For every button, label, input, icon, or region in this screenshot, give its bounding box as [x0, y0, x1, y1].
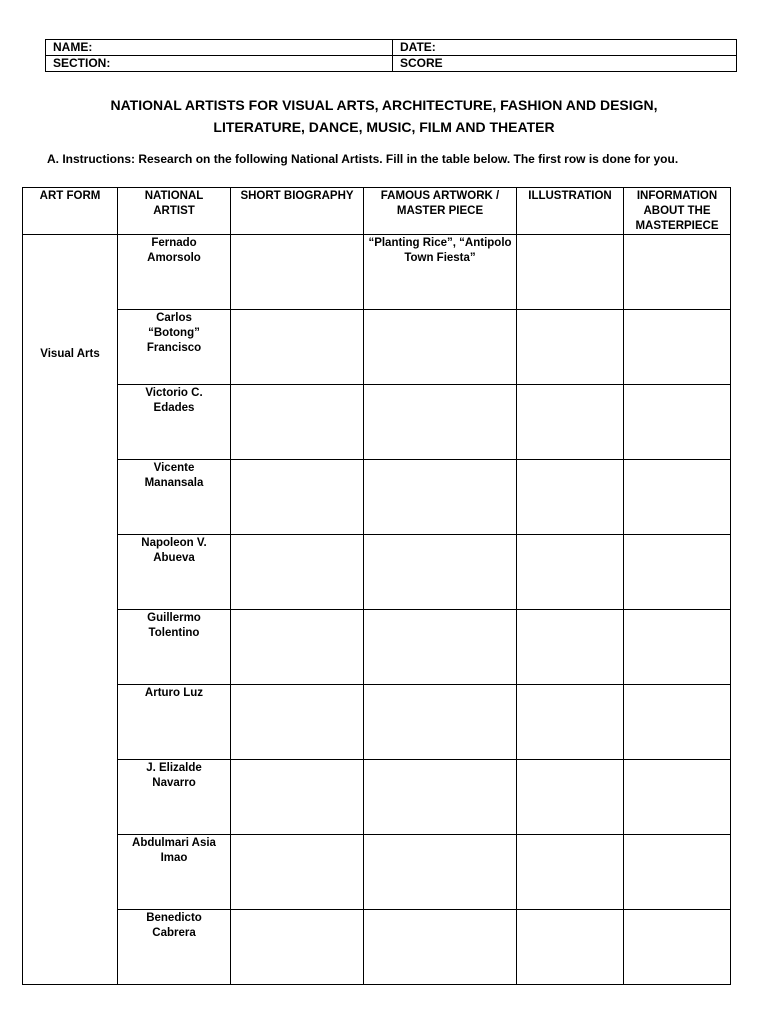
biography-cell[interactable]: [231, 610, 364, 685]
masterpiece-info-cell[interactable]: [624, 685, 731, 760]
column-header-illustration: ILLUSTRATION: [517, 188, 624, 235]
column-header-famous-artwork: FAMOUS ARTWORK / MASTER PIECE: [364, 188, 517, 235]
illustration-cell[interactable]: [517, 385, 624, 460]
masterpiece-info-cell[interactable]: [624, 235, 731, 310]
art-form-cell: Visual Arts: [23, 235, 118, 985]
masterpiece-info-cell[interactable]: [624, 385, 731, 460]
illustration-cell[interactable]: [517, 910, 624, 985]
illustration-cell[interactable]: [517, 610, 624, 685]
artist-cell: Carlos “Botong” Francisco: [118, 310, 231, 385]
column-header-art-form: ART FORM: [23, 188, 118, 235]
artwork-cell[interactable]: [364, 460, 517, 535]
score-field[interactable]: SCORE: [393, 56, 737, 72]
illustration-cell[interactable]: [517, 535, 624, 610]
masterpiece-info-cell[interactable]: [624, 535, 731, 610]
artist-cell: Benedicto Cabrera: [118, 910, 231, 985]
artist-cell: Fernado Amorsolo: [118, 235, 231, 310]
artist-cell: Guillermo Tolentino: [118, 610, 231, 685]
artist-cell: Abdulmari Asia Imao: [118, 835, 231, 910]
biography-cell[interactable]: [231, 460, 364, 535]
illustration-cell[interactable]: [517, 760, 624, 835]
artist-cell: Vicente Manansala: [118, 460, 231, 535]
column-header-short-biography: SHORT BIOGRAPHY: [231, 188, 364, 235]
biography-cell[interactable]: [231, 910, 364, 985]
table-row: [23, 760, 731, 835]
date-field[interactable]: DATE:: [393, 40, 737, 56]
table-header-row: [23, 188, 731, 235]
artwork-cell[interactable]: [364, 760, 517, 835]
biography-cell[interactable]: [231, 385, 364, 460]
artist-cell: Arturo Luz: [118, 685, 231, 760]
artwork-cell[interactable]: [364, 835, 517, 910]
info-row-1: [46, 40, 737, 56]
masterpiece-info-cell[interactable]: [624, 460, 731, 535]
page-title-line-2: LITERATURE, DANCE, MUSIC, FILM AND THEATER: [213, 119, 555, 135]
biography-cell[interactable]: [231, 835, 364, 910]
artwork-cell[interactable]: [364, 910, 517, 985]
info-row-2: [46, 56, 737, 72]
masterpiece-info-cell[interactable]: [624, 910, 731, 985]
artwork-cell[interactable]: [364, 685, 517, 760]
masterpiece-info-cell[interactable]: [624, 310, 731, 385]
column-header-masterpiece-info: INFORMATION ABOUT THE MASTERPIECE: [624, 188, 731, 235]
table-row: [23, 685, 731, 760]
student-info-table: [45, 39, 737, 72]
table-row: [23, 385, 731, 460]
illustration-cell[interactable]: [517, 685, 624, 760]
artwork-cell[interactable]: [364, 610, 517, 685]
table-row: [23, 835, 731, 910]
section-field[interactable]: SECTION:: [46, 56, 393, 72]
masterpiece-info-cell[interactable]: [624, 760, 731, 835]
table-row: [23, 310, 731, 385]
table-row: [23, 610, 731, 685]
masterpiece-info-cell[interactable]: [624, 610, 731, 685]
biography-cell[interactable]: [231, 535, 364, 610]
page-title-line-1: NATIONAL ARTISTS FOR VISUAL ARTS, ARCHITECTURE, FASHION AND DESIGN,: [110, 97, 658, 113]
national-artists-table: [22, 187, 731, 985]
artist-cell: Victorio C. Edades: [118, 385, 231, 460]
table-row: [23, 460, 731, 535]
artist-cell: Napoleon V. Abueva: [118, 535, 231, 610]
artwork-cell[interactable]: [364, 310, 517, 385]
masterpiece-info-cell[interactable]: [624, 835, 731, 910]
biography-cell[interactable]: [231, 685, 364, 760]
instructions-text: A. Instructions: Research on the following National Artists. Fill in the table below. The first row is done for you.: [47, 152, 679, 166]
name-field[interactable]: NAME:: [46, 40, 393, 56]
biography-cell[interactable]: [231, 760, 364, 835]
illustration-cell[interactable]: [517, 235, 624, 310]
biography-cell[interactable]: [231, 310, 364, 385]
artwork-cell[interactable]: [364, 385, 517, 460]
artwork-cell[interactable]: “Planting Rice”, “Antipolo Town Fiesta”: [364, 235, 517, 310]
table-row: [23, 535, 731, 610]
artist-cell: J. Elizalde Navarro: [118, 760, 231, 835]
illustration-cell[interactable]: [517, 835, 624, 910]
biography-cell[interactable]: [231, 235, 364, 310]
illustration-cell[interactable]: [517, 460, 624, 535]
illustration-cell[interactable]: [517, 310, 624, 385]
table-row: [23, 235, 731, 310]
column-header-national-artist: NATIONAL ARTIST: [118, 188, 231, 235]
artwork-cell[interactable]: [364, 535, 517, 610]
table-row: [23, 910, 731, 985]
